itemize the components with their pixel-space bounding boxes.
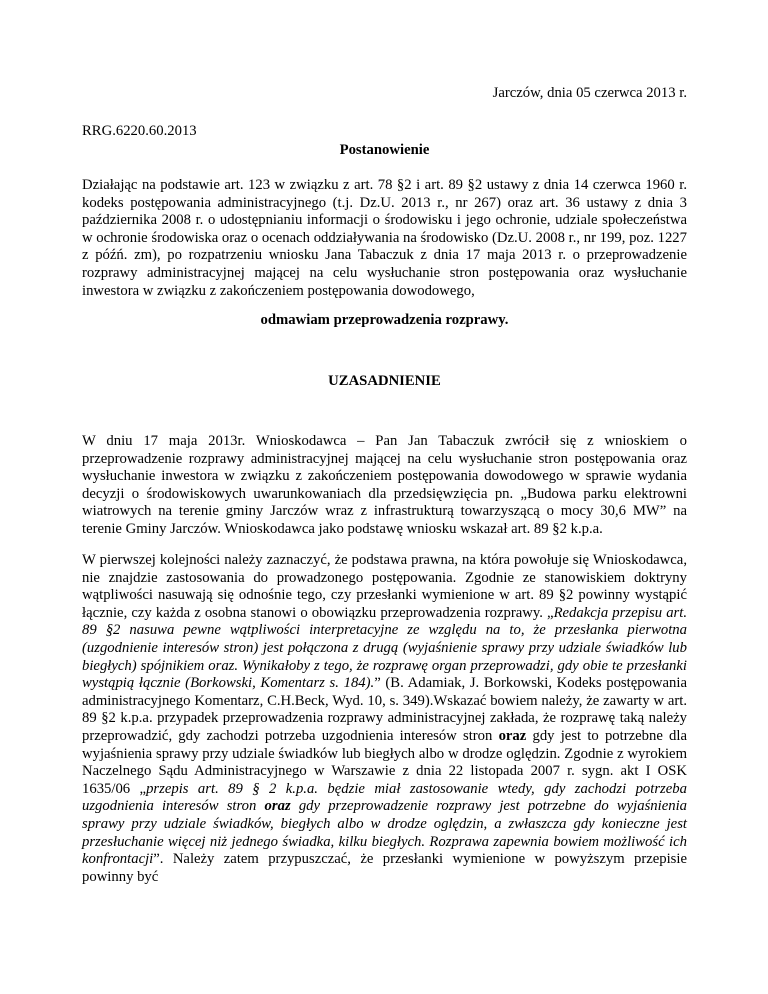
justification-paragraph-2: [82, 552, 687, 886]
date-line: Jarczów, dnia 05 czerwca 2013 r.: [492, 85, 687, 101]
paragraph-text: ” (B. Adamiak, J. Borkowski, Kodeks postępowania administracyjnego Komentarz, C.H.Beck, Wyd. 10, s. 349).Wskazać bowiem należy, że zawarty w art. 89 §2 k.p.a. przypadek przeprowadzenia rozprawy administracyjnej zakłada, że rozprawę taką należy przeprowadzić, gdy zachodzi potrzeba uzgodnienia interesów stron: [82, 675, 687, 744]
justification-heading: UZASADNIENIE: [328, 373, 441, 389]
paragraph-text: ”. Należy zatem przypuszczać, że przesłanki wymienione w powyższym przepisie powinny być: [82, 851, 687, 885]
justification-paragraph-1: W dniu 17 maja 2013r. Wnioskodawca – Pan Jan Tabaczuk zwrócił się z wnioskiem o przeprowadzenie rozprawy administracyjnej mającej na celu wysłuchanie stron postępowania oraz wysłuchanie inwestora w związku z zakończeniem postępowania dowodowego w sprawie wydania decyzji o środowiskowych uwarunkowaniach dla przedsięwzięcia pn. „Budowa parku elektrowni wiatrowych na terenie gminy Jarczów wraz z infrastrukturą towarzyszącą o mocy 30,6 MW” na terenie Gminy Jarczów. Wnioskodawca jako podstawę wniosku wskazał art. 89 §2 k.p.a.: [82, 433, 687, 537]
emphasis-oraz: oraz: [498, 727, 527, 744]
doctrine-quote: Redakcja przepisu art. 89 §2 nasuwa pewne wątpliwości interpretacyjne ze względu na to, że przesłanka pierwotna (uzgodnienie interesów stron) jest połączona z drugą (wyjaśnienie sprawy przy udziale świadków lub biegłych) spójnikiem oraz. Wynikałoby z tego, że rozprawę organ przeprowadzi, gdy obie te przesłanki wystąpią łącznie (Borkowski, Komentarz s. 184).: [82, 604, 688, 692]
decision-line: odmawiam przeprowadzenia rozprawy.: [260, 312, 509, 328]
intro-paragraph: Działając na podstawie art. 123 w związku z art. 78 §2 i art. 89 §2 ustawy z dnia 14 czerwca 1960 r. kodeks postępowania administracyjnego (t.j. Dz.U. 2013 r., nr 267) oraz art. 36 ustawy z dnia 3 października 2008 r. o udostępnianiu informacji o środowisku i jego ochronie, udziale społeczeństwa w ochronie środowiska oraz o ocenach oddziaływania na środowisko (Dz.U. 2008 r., nr 199, poz. 1227 z późń. zm), po rozpatrzeniu wniosku Jana Tabaczuk z dnia 17 maja 2013 r. o przeprowadzenie rozprawy administracyjnej mającej na celu wysłuchanie stron postępowania oraz wysłuchanie inwestora w związku z zakończeniem postępowania dowodowego,: [82, 177, 687, 299]
document-title: Postanowienie: [339, 142, 430, 158]
reference-number: RRG.6220.60.2013: [82, 123, 197, 139]
paragraph-text: W pierwszej kolejności należy zaznaczyć, że podstawa prawna, na która powołuje się Wnioskodawca, nie znajdzie zastosowania do prowadzonego postępowania. Zgodnie ze stanowiskiem doktryny wątpliwości nasuwają się odnośnie tego, czy przesłanki wymienione w art. 89 §2 powinny wystąpić łącznie, czy każda z osobna stanowi o obowiązku przeprowadzenia rozprawy. „: [82, 552, 687, 621]
court-quote: gdy przeprowadzenie rozprawy jest potrzebne do wyjaśnienia sprawy przy udziale świadków, biegłych albo w drodze oględzin, a zwłaszcza gdy konieczne jest przesłuchanie więcej niż jednego świadka, kilku biegłych. Rozprawa zapewnia bowiem możliwość ich konfrontacji: [82, 798, 687, 868]
emphasis-oraz-quote: oraz: [264, 798, 291, 815]
court-quote: przepis art. 89 § 2 k.p.a. będzie miał zastosowanie wtedy, gdy zachodzi potrzeba uzgodnienia interesów stron: [82, 780, 687, 815]
paragraph-text: gdy jest to potrzebne dla wyjaśnienia sprawy przy udziale świadków lub biegłych albo w drodze oględzin. Zgodnie z wyrokiem Naczelnego Sądu Administracyjnego w Warszawie z dnia 22 listopada 2007 r. sygn. akt I OSK 1635/06 „: [82, 727, 687, 797]
